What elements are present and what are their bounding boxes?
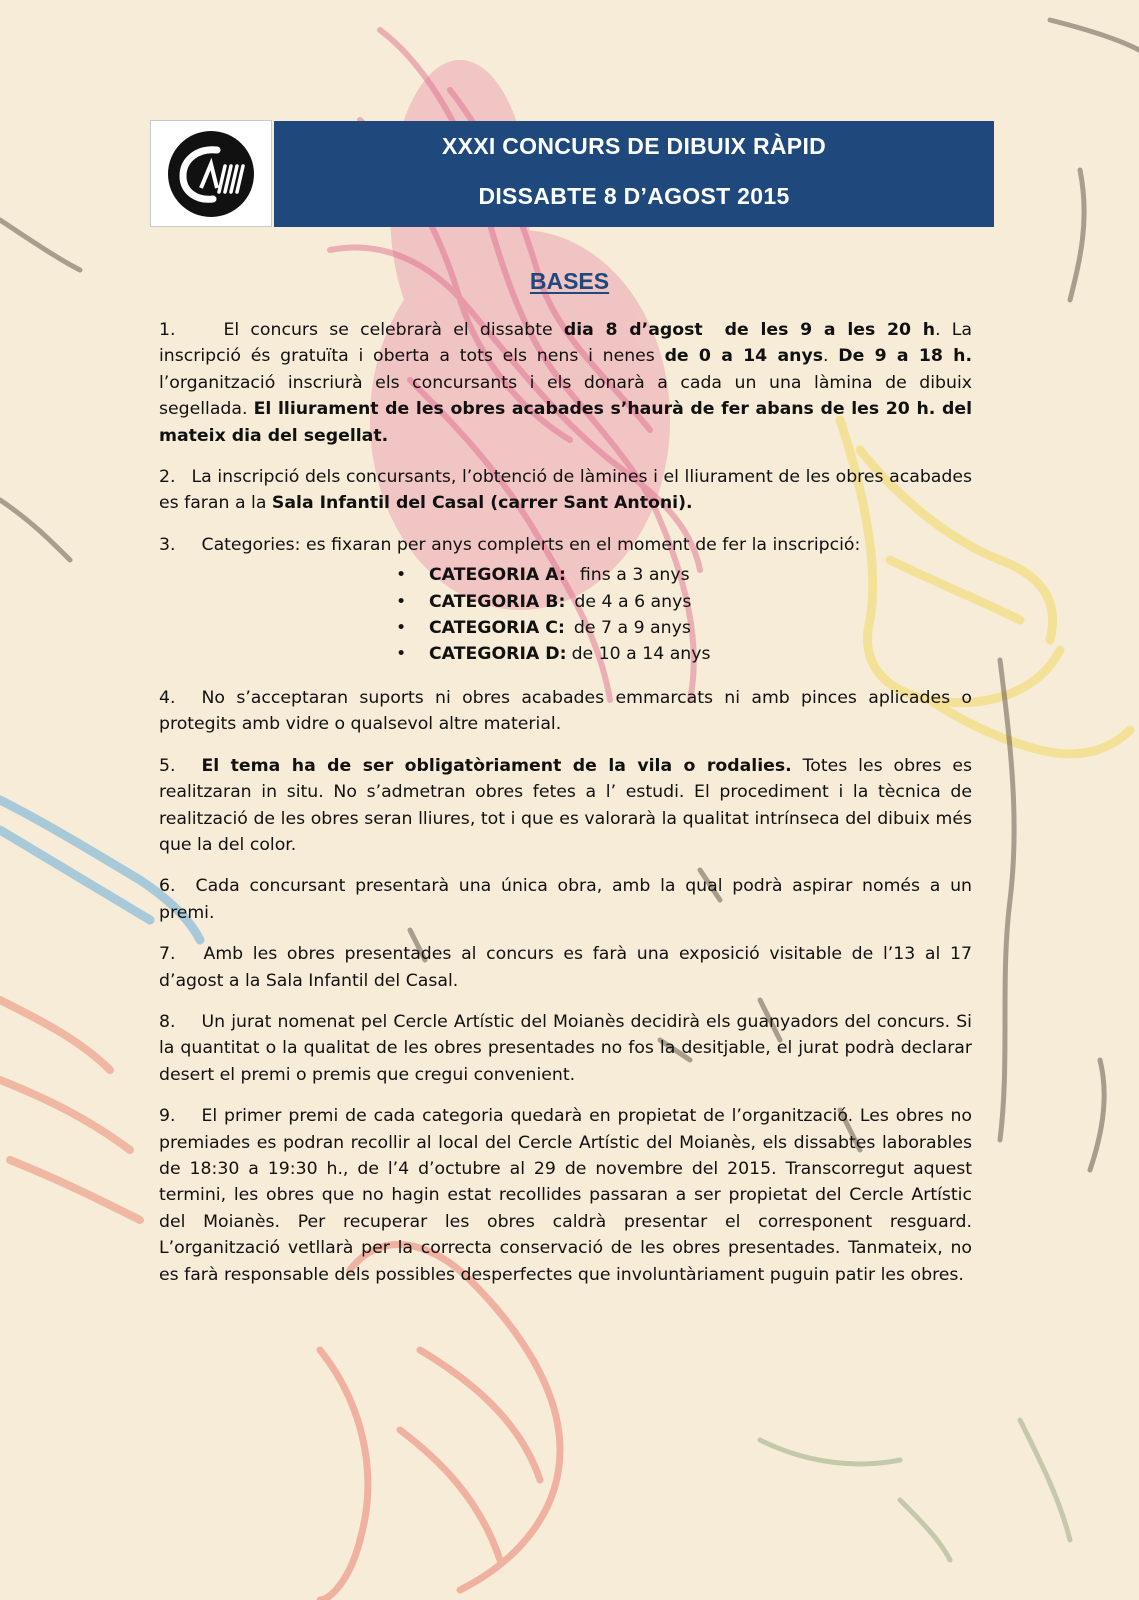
list-item: • CATEGORIA B: de 4 a 6 anys [396,589,972,615]
rule-number: 9. [159,1106,176,1127]
rule-number: 4. [159,687,176,708]
rule-5: 5. El tema ha de ser obligatòriament de la vila o rodalies. Totes les obres es realitzaran in situ. No s’admetran obres fetes a l’ estudi. El procediment i la tècnica de realització de les obres seran lliures, tot i que es valorarà la qualitat intrínseca del dibuix més que la del color. [159,753,972,859]
contest-title: XXXI CONCURS DE DIBUIX RÀPID [441,133,827,159]
rule-2: 2. La inscripció dels concursants, l’obtenció de làmines i el lliurament de les obres acabades es faran a la Sala Infantil del Casal (carrer Sant Antoni). [159,464,972,517]
rule-1: 1. El concurs se celebrarà el dissabte dia 8 d’agost de les 9 a les 20 h. La inscripció és gratuïta i oberta a tots els nens i nenes de 0 a 14 anys. De 9 a 18 h. l’organització inscriurà els concursants i els donarà a cada un una làmina de dibuix segellada. El lliurament de les obres acabades s’haurà de fer abans de les 20 h. del mateix dia del segellat. [159,317,972,449]
list-item: • CATEGORIA D: de 10 a 14 anys [396,641,972,667]
header-banner [274,121,994,227]
rule-number: 8. [159,1011,176,1032]
list-item: • CATEGORIA C: de 7 a 9 anys [396,615,972,641]
rule-number: 6. [159,876,176,897]
bullet-icon: • [396,618,407,639]
rule-8: 8. Un jurat nomenat pel Cercle Artístic del Moianès decidirà els guanyadors del concurs. Si la quantitat o la qualitat de les obres presentades no fos la desitjable, el jurat podrà declarar desert el premi o premis que cregui convenient. [159,1009,972,1088]
rule-9: 9. El primer premi de cada categoria quedarà en propietat de l’organització. Les obres no premiades es podran recollir al local del Cercle Artístic del Moianès, els dissabtes laborables de 18:30 a 19:30 h., de l’4 d’octubre al 29 de novembre del 2015. Transcorregut aquest termini, les obres que no hagin estat recollides passaran a ser propietat del Cercle Artístic del Moianès. Per recuperar les obres caldrà presentar el corresponent resguard. L’organització vetllarà per la correcta conservació de les obres presentades. Tanmateix, no es farà responsable dels possibles desperfectes que involuntàriament puguin patir les obres. [159,1103,972,1288]
page-title: BASES [529,268,610,294]
rule-number: 5. [159,755,176,776]
list-item: • CATEGORIA A: fins a 3 anys [396,562,972,588]
rule-4: 4. No s’acceptaran suports ni obres acabades emmarcats ni amb pinces aplicades o protegits amb vidre o qualsevol altre material. [159,685,972,738]
rule-7: 7. Amb les obres presentades al concurs es farà una exposició visitable de l’13 al 17 d’agost a la Sala Infantil del Casal. [159,941,972,994]
cam-logo-icon [167,130,255,218]
contest-date: DISSABTE 8 D’AGOST 2015 [478,183,790,209]
rule-number: 3. [159,534,176,555]
rule-number: 1. [159,320,176,340]
rule-number: 7. [159,944,176,965]
bullet-icon: • [396,644,407,665]
rules-body [159,317,972,1303]
rule-number: 2. [159,467,176,488]
organization-logo [150,120,272,227]
bullet-icon: • [396,591,407,612]
rule-6: 6. Cada concursant presentarà una única obra, amb la qual podrà aspirar només a un premi. [159,873,972,926]
bullet-icon: • [396,565,407,586]
category-list [396,562,972,668]
rule-3: 3. Categories: es fixaran per anys complerts en el moment de fer la inscripció: [159,532,972,558]
